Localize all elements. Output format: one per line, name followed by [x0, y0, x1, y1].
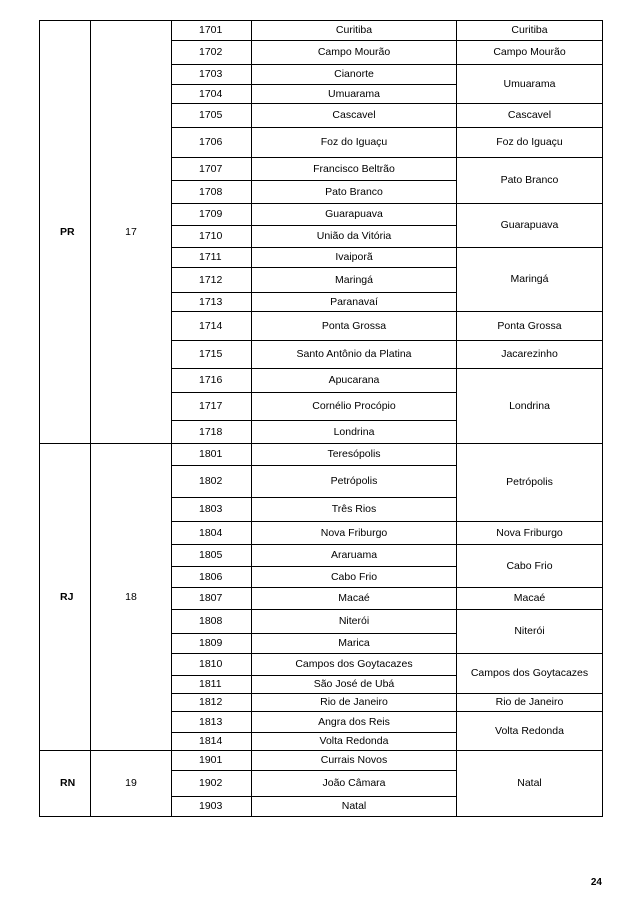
city-name-cell: Santo Antônio da Platina [252, 341, 457, 369]
city-name-cell: São José de Ubá [252, 676, 457, 694]
city-name-cell: Curitiba [252, 21, 457, 41]
table-row [40, 444, 603, 466]
table-row [40, 751, 603, 771]
subregion-code-cell: 1715 [172, 341, 252, 369]
subregion-code-cell: 1707 [172, 158, 252, 181]
region-group-cell: Pato Branco [457, 158, 603, 204]
city-name-cell: Angra dos Reis [252, 712, 457, 733]
city-name-cell: Campo Mourão [252, 41, 457, 65]
region-group-cell: Natal [457, 751, 603, 817]
city-name-cell: Volta Redonda [252, 733, 457, 751]
region-group-cell: Rio de Janeiro [457, 694, 603, 712]
city-name-cell: Pato Branco [252, 181, 457, 204]
region-group-cell: Volta Redonda [457, 712, 603, 751]
region-group-cell: Nova Friburgo [457, 522, 603, 545]
city-name-cell: Francisco Beltrão [252, 158, 457, 181]
city-name-cell: Ivaiporã [252, 248, 457, 268]
state-code-cell: 19 [91, 751, 172, 817]
state-uf-cell: RJ [40, 444, 91, 751]
subregion-code-cell: 1803 [172, 498, 252, 522]
city-name-cell: Guarapuava [252, 204, 457, 226]
subregion-code-cell: 1706 [172, 128, 252, 158]
region-group-cell: Guarapuava [457, 204, 603, 248]
page-number: 24 [590, 877, 602, 888]
subregion-code-cell: 1807 [172, 588, 252, 610]
city-name-cell: Três Rios [252, 498, 457, 522]
city-name-cell: João Câmara [252, 771, 457, 797]
subregion-code-cell: 1903 [172, 797, 252, 817]
subregion-code-cell: 1702 [172, 41, 252, 65]
subregion-code-cell: 1705 [172, 104, 252, 128]
region-group-cell: Umuarama [457, 65, 603, 104]
state-uf-cell: PR [40, 21, 91, 444]
city-name-cell: Nova Friburgo [252, 522, 457, 545]
subregion-code-cell: 1714 [172, 312, 252, 341]
city-name-cell: Paranavaí [252, 293, 457, 312]
subregion-code-cell: 1901 [172, 751, 252, 771]
city-name-cell: Currais Novos [252, 751, 457, 771]
subregion-code-cell: 1703 [172, 65, 252, 85]
city-name-cell: Rio de Janeiro [252, 694, 457, 712]
city-name-cell: Umuarama [252, 85, 457, 104]
subregion-code-cell: 1701 [172, 21, 252, 41]
state-uf-cell: RN [40, 751, 91, 817]
city-name-cell: Petrópolis [252, 466, 457, 498]
subregion-code-cell: 1810 [172, 654, 252, 676]
subregion-code-cell: 1809 [172, 634, 252, 654]
city-name-cell: Teresópolis [252, 444, 457, 466]
region-group-cell: Petrópolis [457, 444, 603, 522]
subregion-code-cell: 1805 [172, 545, 252, 567]
municipality-table [39, 20, 603, 817]
region-group-cell: Campos dos Goytacazes [457, 654, 603, 694]
city-name-cell: Foz do Iguaçu [252, 128, 457, 158]
city-name-cell: Ponta Grossa [252, 312, 457, 341]
city-name-cell: Natal [252, 797, 457, 817]
region-group-cell: Cascavel [457, 104, 603, 128]
region-group-cell: Macaé [457, 588, 603, 610]
city-name-cell: Cascavel [252, 104, 457, 128]
city-name-cell: Macaé [252, 588, 457, 610]
city-name-cell: União da Vitória [252, 226, 457, 248]
region-group-cell: Ponta Grossa [457, 312, 603, 341]
subregion-code-cell: 1713 [172, 293, 252, 312]
city-name-cell: Niterói [252, 610, 457, 634]
subregion-code-cell: 1710 [172, 226, 252, 248]
city-name-cell: Marica [252, 634, 457, 654]
subregion-code-cell: 1717 [172, 393, 252, 421]
subregion-code-cell: 1813 [172, 712, 252, 733]
subregion-code-cell: 1711 [172, 248, 252, 268]
subregion-code-cell: 1902 [172, 771, 252, 797]
city-name-cell: Cornélio Procópio [252, 393, 457, 421]
subregion-code-cell: 1716 [172, 369, 252, 393]
subregion-code-cell: 1708 [172, 181, 252, 204]
city-name-cell: Apucarana [252, 369, 457, 393]
subregion-code-cell: 1712 [172, 268, 252, 293]
city-name-cell: Maringá [252, 268, 457, 293]
region-group-cell: Londrina [457, 369, 603, 444]
table-body [40, 21, 603, 817]
city-name-cell: Araruama [252, 545, 457, 567]
subregion-code-cell: 1704 [172, 85, 252, 104]
subregion-code-cell: 1801 [172, 444, 252, 466]
state-code-cell: 17 [91, 21, 172, 444]
region-group-cell: Foz do Iguaçu [457, 128, 603, 158]
state-code-cell: 18 [91, 444, 172, 751]
region-group-cell: Maringá [457, 248, 603, 312]
city-name-cell: Cabo Frio [252, 567, 457, 588]
region-group-cell: Cabo Frio [457, 545, 603, 588]
table-row [40, 21, 603, 41]
subregion-code-cell: 1812 [172, 694, 252, 712]
subregion-code-cell: 1804 [172, 522, 252, 545]
city-name-cell: Campos dos Goytacazes [252, 654, 457, 676]
subregion-code-cell: 1811 [172, 676, 252, 694]
subregion-code-cell: 1709 [172, 204, 252, 226]
subregion-code-cell: 1806 [172, 567, 252, 588]
city-name-cell: Londrina [252, 421, 457, 444]
city-name-cell: Cianorte [252, 65, 457, 85]
region-group-cell: Jacarezinho [457, 341, 603, 369]
region-group-cell: Niterói [457, 610, 603, 654]
subregion-code-cell: 1802 [172, 466, 252, 498]
subregion-code-cell: 1718 [172, 421, 252, 444]
subregion-code-cell: 1808 [172, 610, 252, 634]
subregion-code-cell: 1814 [172, 733, 252, 751]
region-group-cell: Campo Mourão [457, 41, 603, 65]
region-group-cell: Curitiba [457, 21, 603, 41]
